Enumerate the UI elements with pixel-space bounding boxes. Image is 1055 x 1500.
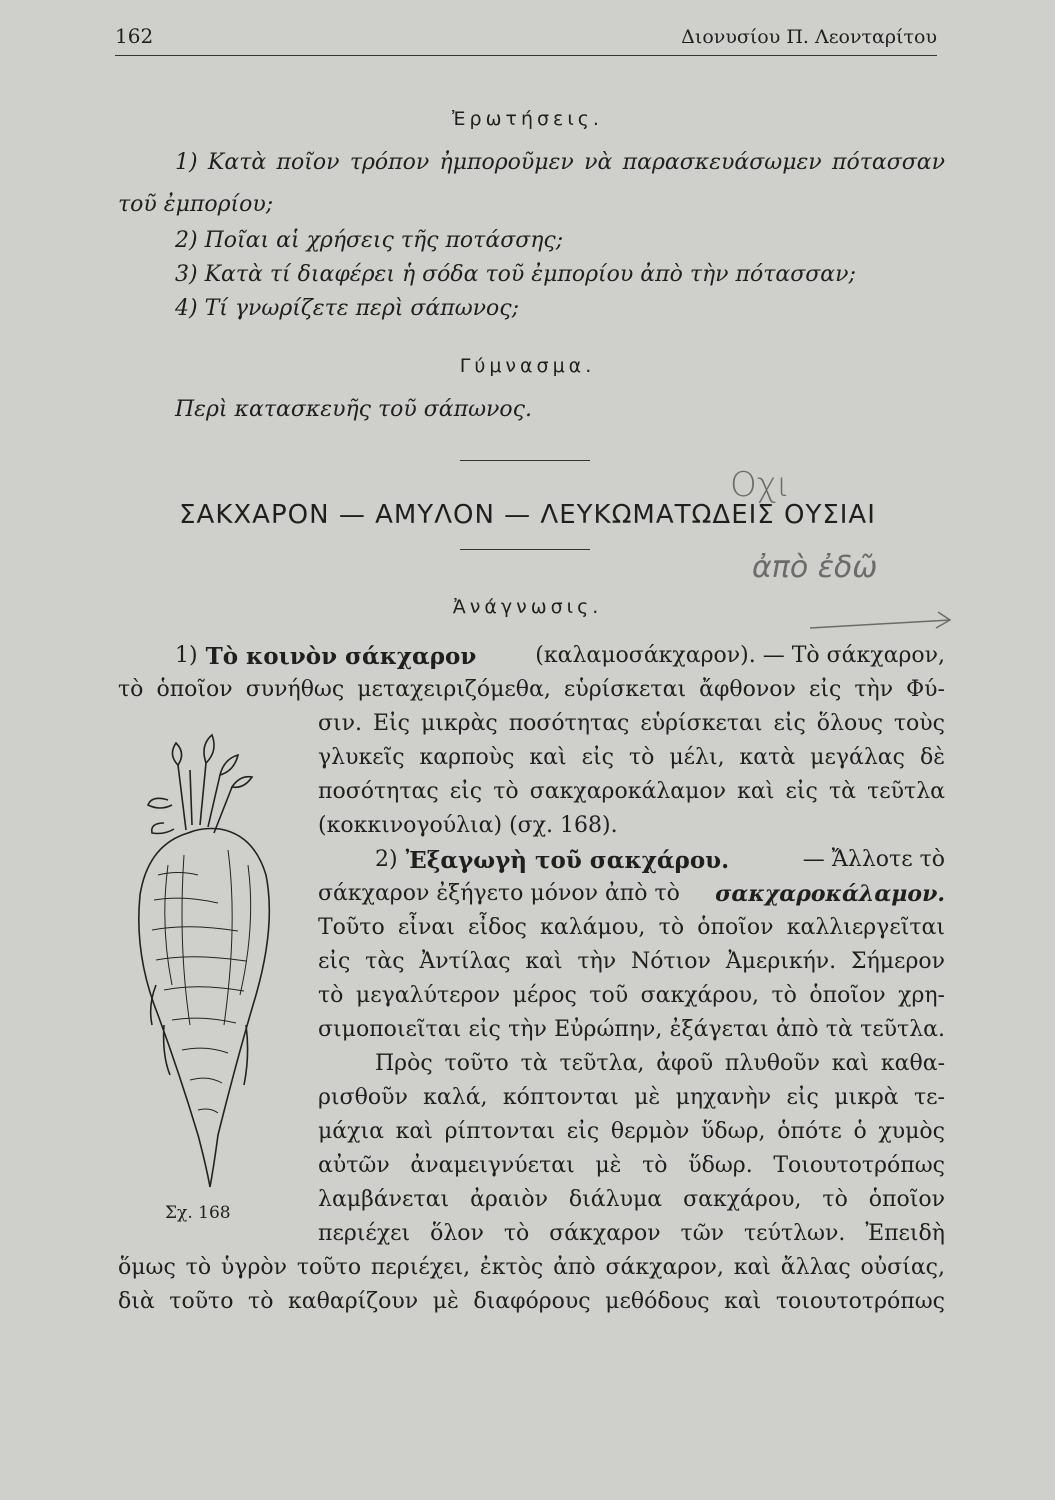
p3-line-7: ὅμως τὸ ὑγρὸν τοῦτο περιέχει, ἐκτὸς ἀπὸ σάκχαρον, καὶ ἄλλας οὐσίας, bbox=[118, 1255, 945, 1280]
header-rule bbox=[115, 55, 937, 56]
page-number: 162 bbox=[115, 24, 154, 48]
p2-line-1-rest: — Ἄλλοτε τὸ bbox=[802, 847, 945, 872]
p3-line-6: περιέχει ὅλον τὸ σάκχαρον τῶν τεύτλων. Ἐπειδὴ bbox=[318, 1221, 945, 1246]
p2-line-1 bbox=[375, 847, 945, 874]
p1-line-1-rest: (καλαμοσάκχαρον). — Τὸ σάκχαρον, bbox=[535, 643, 945, 668]
question-2: 2) Ποῖαι αἱ χρήσεις τῆς ποτάσσης; bbox=[175, 228, 564, 253]
reading-heading: Ἀνάγνωσις. bbox=[452, 596, 603, 618]
p2-line-2 bbox=[318, 881, 945, 907]
p2-sugarcane-term: σακχαροκάλαμον. bbox=[715, 881, 945, 907]
p1-title: Τὸ κοινὸν σάκχαρον bbox=[205, 643, 477, 670]
exercise-text: Περὶ κατασκευῆς τοῦ σάπωνος. bbox=[175, 397, 532, 422]
p2-line-5: τὸ μεγαλύτερον μέρος τοῦ σακχάρου, τὸ ὁποῖον χρη- bbox=[318, 983, 945, 1008]
running-title: Διονυσίου Π. Λεονταρίτου bbox=[681, 26, 937, 48]
exercise-heading: Γύμνασμα. bbox=[459, 355, 596, 377]
p2-line-2-text: σάκχαρον ἐξήγετο μόνον ἀπὸ τὸ bbox=[318, 881, 680, 906]
p3-line-5: λαμβάνεται ἀραιὸν διάλυμα σακχάρου, τὸ ὁποῖον bbox=[318, 1187, 945, 1212]
p2-line-6: σιμοποιεῖται εἰς τὴν Εὐρώπην, ἐξάγεται ἀπὸ τὰ τεῦτλα. bbox=[318, 1017, 945, 1042]
p3-line-4: αὐτῶν ἀναμειγνύεται μὲ τὸ ὕδωρ. Τοιουτοτρόπως bbox=[318, 1153, 945, 1178]
section-title: ΣΑΚΧΑΡΟΝ — ΑΜΥΛΟΝ — ΛΕΥΚΩΜΑΤΩΔΕΙΣ ΟΥΣΙΑΙ bbox=[179, 500, 876, 530]
sugar-beet-illustration bbox=[128, 725, 298, 1200]
handwritten-note-from-here: ἀπὸ ἐδῶ bbox=[752, 550, 878, 585]
p1-line-1 bbox=[175, 643, 945, 670]
figure-caption: Σχ. 168 bbox=[165, 1203, 231, 1223]
question-1-line-2: τοῦ ἐμπορίου; bbox=[118, 192, 274, 217]
p2-number: 2) bbox=[375, 847, 398, 872]
p1-line-3: σιν. Εἰς μικρὰς ποσότητας εὑρίσκεται εἰς ὅλους τοὺς bbox=[318, 711, 945, 736]
p1-line-4: γλυκεῖς καρποὺς καὶ εἰς τὸ μέλι, κατὰ μεγάλας δὲ bbox=[318, 745, 945, 770]
p2-line-4: εἰς τὰς Ἀντίλας καὶ τὴν Νότιον Ἀμερικήν. Σήμερον bbox=[318, 949, 945, 974]
question-3: 3) Κατὰ τί διαφέρει ἡ σόδα τοῦ ἐμπορίου ἀπὸ τὴν πότασσαν; bbox=[175, 262, 856, 287]
handwritten-note-no: Οχι bbox=[730, 465, 791, 505]
p1-line-2: τὸ ὁποῖον συνήθως μεταχειριζόμεθα, εὑρίσκεται ἄφθονον εἰς τὴν Φύ- bbox=[118, 677, 945, 702]
p1-number: 1) bbox=[175, 643, 198, 668]
p2-title: Ἐξαγωγὴ τοῦ σακχάρου. bbox=[405, 847, 730, 874]
title-rule-top bbox=[460, 460, 590, 461]
p1-line-5: ποσότητας εἰς τὸ σακχαροκάλαμον καὶ εἰς τὰ τεῦτλα bbox=[318, 779, 945, 804]
p2-line-3: Τοῦτο εἶναι εἶδος καλάμου, τὸ ὁποῖον καλλιεργεῖται bbox=[318, 915, 945, 940]
question-1-line-1: 1) Κατὰ ποῖον τρόπον ἠμποροῦμεν νὰ παρασκευάσωμεν πότασσαν bbox=[175, 150, 945, 175]
p3-line-3: μάχια καὶ ρίπτονται εἰς θερμὸν ὕδωρ, ὁπότε ὁ χυμὸς bbox=[318, 1119, 945, 1144]
questions-heading: Ἐρωτήσεις. bbox=[452, 108, 603, 130]
p3-line-2: ρισθοῦν καλά, κόπτονται μὲ μηχανὴν εἰς μικρὰ τε- bbox=[318, 1085, 945, 1110]
p3-line-8: διὰ τοῦτο τὸ καθαρίζουν μὲ διαφόρους μεθόδους καὶ τοιουτοτρόπως bbox=[118, 1289, 945, 1314]
p3-line-1: Πρὸς τοῦτο τὰ τεῦτλα, ἀφοῦ πλυθοῦν καὶ καθα- bbox=[375, 1051, 945, 1076]
question-4: 4) Τί γνωρίζετε περὶ σάπωνος; bbox=[175, 296, 520, 321]
p1-line-6: (κοκκινογούλια) (σχ. 168). bbox=[318, 813, 618, 838]
title-rule-bottom bbox=[460, 549, 590, 550]
